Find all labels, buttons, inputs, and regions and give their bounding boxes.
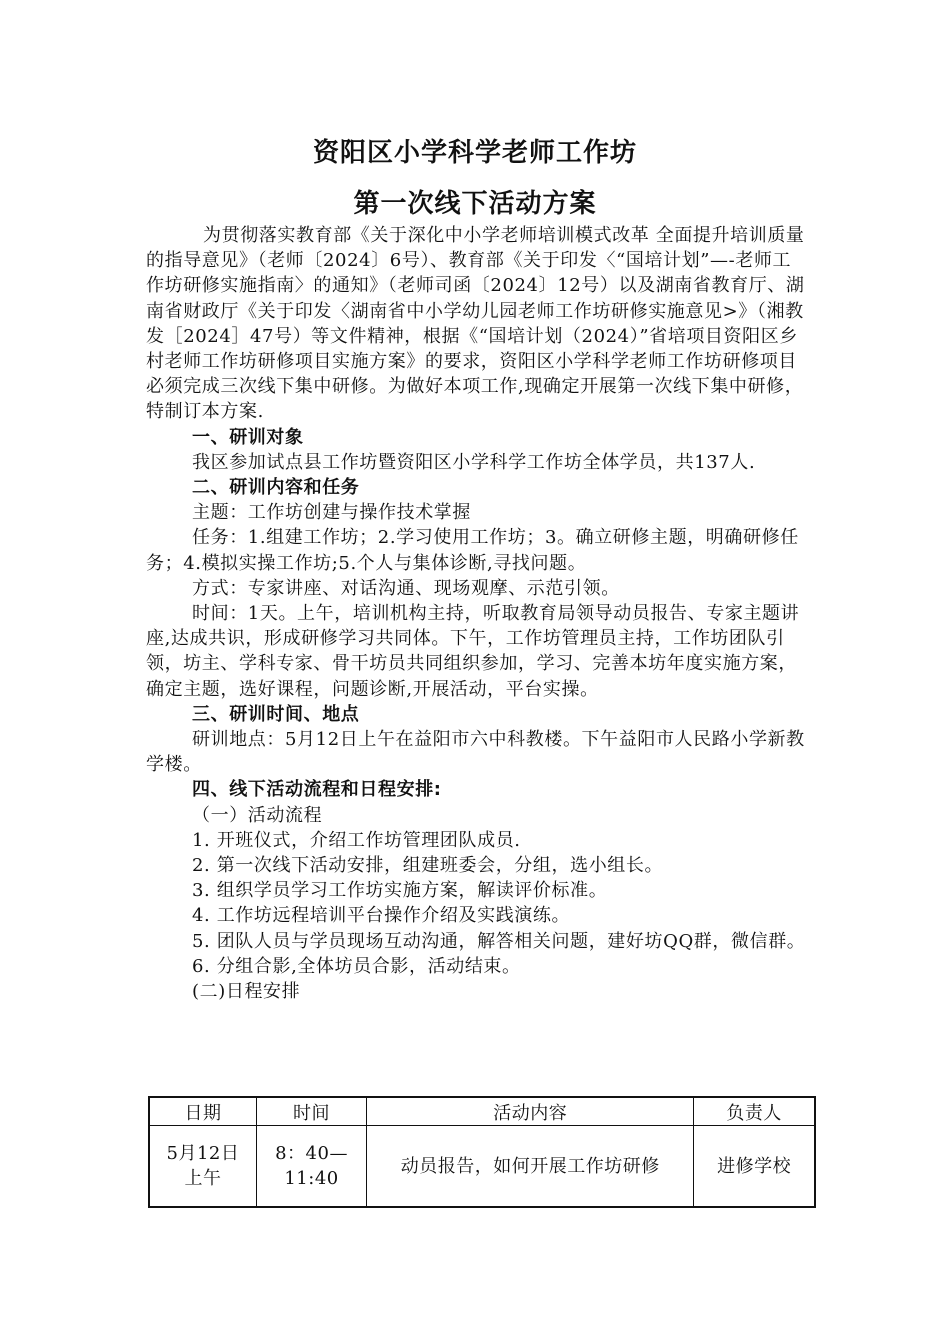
- section-heading-schedule: 四、线下活动流程和日程安排:: [192, 779, 442, 801]
- column-header-content: 活动内容: [367, 1097, 694, 1126]
- column-header-time: 时间: [256, 1097, 366, 1126]
- cell-date: [149, 1126, 256, 1208]
- subheading-process: （一）活动流程: [192, 804, 323, 826]
- section-heading-targets: 一、研训对象: [192, 426, 304, 448]
- section-heading-time-place: 三、研训时间、地点: [192, 703, 360, 725]
- content-method: 方式：专家讲座、对话沟通、现场观摩、示范引领。: [192, 577, 620, 599]
- cell-time-line2: 11:40: [284, 1168, 339, 1189]
- table-row: [149, 1126, 815, 1208]
- process-step: 1. 开班仪式，介绍工作坊管理团队成员.: [192, 829, 521, 851]
- document-subtitle: 第一次线下活动方案: [353, 189, 597, 219]
- subheading-schedule: (二)日程安排: [192, 981, 301, 1003]
- intro-paragraph: 为贯彻落实教育部《关于深化中小学老师培训模式改革 全面提升培训质量的指导意见》（老师〔2024〕6号）、教育部《关于印发〈“国培计划”—-老师工作坊研修实施指南〉的通知》（老师司函〔2024〕12号）以及湖南省教育厅、湖南省财政厅《关于印发〈湖南省中小学幼儿园老师工作坊研修实施意见>》（湘教发［2024］47号）等文件精神，根据《“国培计划（2024）”省培项目资阳区乡村老师工作坊研修项目实施方案》的要求，资阳区小学科学老师工作坊研修项目必须完成三次线下集中研修。为做好本项工作,现确定开展第一次线下集中研修，特制订本方案.: [146, 225, 805, 423]
- column-header-owner: 负责人: [694, 1097, 815, 1126]
- cell-time-line1: 8：40—: [275, 1143, 348, 1164]
- column-header-date: 日期: [149, 1097, 256, 1126]
- process-step: 3. 组织学员学习工作坊实施方案，解读评价标准。: [192, 880, 608, 902]
- process-step: 2. 第一次线下活动安排，组建班委会，分组，选小组长。: [192, 855, 664, 877]
- content-time: 时间：1天。上午，培训机构主持，听取教育局领导动员报告、专家主题讲座,达成共识，形成研修学习共同体。下午，工作坊管理员主持，工作坊团队引领，坊主、学科专家、骨干坊员共同组织参加，学习、完善本坊年度实施方案，确定主题，选好课程，问题诊断,开展活动，平台实操。: [146, 603, 800, 700]
- document-title: 资阳区小学科学老师工作坊: [312, 138, 637, 168]
- document-body: [146, 223, 806, 1004]
- content-theme: 主题：工作坊创建与操作技术掌握: [192, 502, 471, 524]
- cell-content: 动员报告，如何开展工作坊研修: [367, 1126, 694, 1208]
- table-header-row: [149, 1097, 815, 1126]
- schedule-table: [148, 1096, 816, 1208]
- cell-date-line2: 上午: [184, 1168, 222, 1189]
- content-tasks: 任务：1.组建工作坊；2.学习使用工作坊；3。确立研修主题，明确研修任务；4.模拟实操工作坊;5.个人与集体诊断,寻找问题。: [146, 527, 799, 574]
- section-text-place: 研训地点：5月12日上午在益阳市六中科教楼。下午益阳市人民路小学新教学楼。: [146, 729, 805, 776]
- cell-owner: 进修学校: [694, 1126, 815, 1208]
- process-step: 6. 分组合影,全体坊员合影，活动结束。: [192, 955, 521, 977]
- section-text-targets: 我区参加试点县工作坊暨资阳区小学科学工作坊全体学员，共137人.: [192, 451, 756, 473]
- cell-time: [256, 1126, 366, 1208]
- section-heading-content: 二、研训内容和任务: [192, 477, 360, 499]
- process-step: 5. 团队人员与学员现场互动沟通，解答相关问题，建好坊QQ群，微信群。: [192, 930, 806, 952]
- process-step: 4. 工作坊远程培训平台操作介绍及实践演练。: [192, 905, 571, 927]
- cell-date-line1: 5月12日: [166, 1143, 240, 1164]
